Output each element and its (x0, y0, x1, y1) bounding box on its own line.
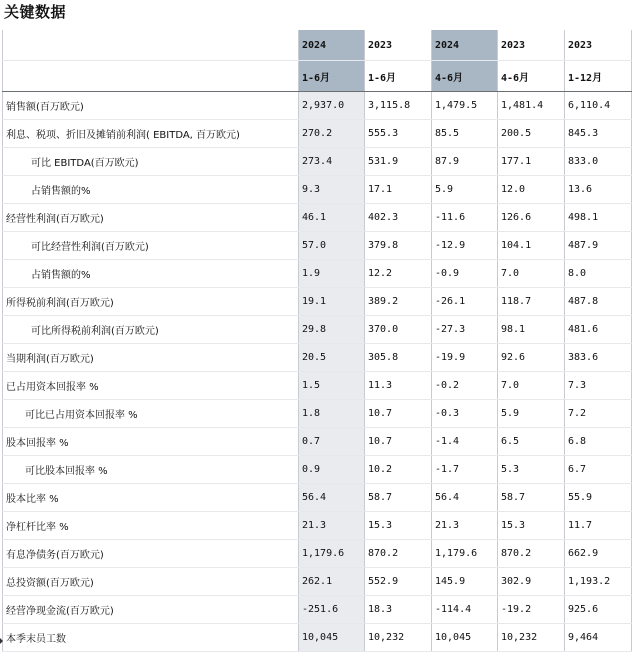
cell-value: 1,481.4 (498, 92, 565, 120)
cell-value: -11.6 (432, 204, 498, 232)
row-label: 净杠杆比率 % (3, 512, 299, 540)
cell-value: 5.9 (498, 400, 565, 428)
cell-value: 56.4 (432, 484, 498, 512)
cell-value: 56.4 (299, 484, 365, 512)
row-label: 可比 EBITDA(百万欧元) (3, 148, 299, 176)
row-label: 可比已占用资本回报率 % (3, 400, 299, 428)
table-row (3, 596, 632, 624)
row-label: 经营净现金流(百万欧元) (3, 596, 299, 624)
cell-value: 305.8 (365, 344, 432, 372)
cell-value: -0.3 (432, 400, 498, 428)
table-row (3, 148, 632, 176)
cell-value: 92.6 (498, 344, 565, 372)
cell-value: 2,937.0 (299, 92, 365, 120)
header-corner (3, 30, 299, 61)
row-label: 所得税前利润(百万欧元) (3, 288, 299, 316)
cell-value: 145.9 (432, 568, 498, 596)
cell-value: 7.0 (498, 260, 565, 288)
table-row (3, 484, 632, 512)
cell-value: 845.3 (565, 120, 632, 148)
cell-value: 6.5 (498, 428, 565, 456)
table-row (3, 260, 632, 288)
table-row (3, 372, 632, 400)
cell-value: 7.3 (565, 372, 632, 400)
cell-value: 98.1 (498, 316, 565, 344)
cell-value: 0.7 (299, 428, 365, 456)
table-row (3, 624, 632, 652)
header-period: 4-6月 (432, 61, 498, 92)
header-row-year (3, 30, 632, 61)
cell-value: 0.9 (299, 456, 365, 484)
table-row (3, 120, 632, 148)
cell-value: -1.4 (432, 428, 498, 456)
cell-value: 925.6 (565, 596, 632, 624)
cell-value: 498.1 (565, 204, 632, 232)
cell-value: -19.9 (432, 344, 498, 372)
table-row (3, 176, 632, 204)
cell-value: -0.9 (432, 260, 498, 288)
row-label: 本季末员工数 (3, 624, 299, 652)
table-row (3, 512, 632, 540)
cell-value: 1,179.6 (299, 540, 365, 568)
cell-value: 870.2 (498, 540, 565, 568)
cell-value: -26.1 (432, 288, 498, 316)
resize-marker-icon (0, 638, 3, 644)
table-row (3, 288, 632, 316)
cell-value: 46.1 (299, 204, 365, 232)
table-row (3, 92, 632, 120)
cell-value: 833.0 (565, 148, 632, 176)
row-label: 可比股本回报率 % (3, 456, 299, 484)
cell-value: 870.2 (365, 540, 432, 568)
header-row-period (3, 61, 632, 92)
cell-value: 552.9 (365, 568, 432, 596)
cell-value: 85.5 (432, 120, 498, 148)
cell-value: 1,479.5 (432, 92, 498, 120)
cell-value: 8.0 (565, 260, 632, 288)
header-period: 4-6月 (498, 61, 565, 92)
cell-value: 481.6 (565, 316, 632, 344)
cell-value: 10.2 (365, 456, 432, 484)
header-year: 2023 (565, 30, 632, 61)
table-row (3, 428, 632, 456)
cell-value: 389.2 (365, 288, 432, 316)
cell-value: 11.3 (365, 372, 432, 400)
header-year: 2023 (498, 30, 565, 61)
cell-value: 21.3 (299, 512, 365, 540)
cell-value: -0.2 (432, 372, 498, 400)
row-label: 可比所得税前利润(百万欧元) (3, 316, 299, 344)
row-label: 股本回报率 % (3, 428, 299, 456)
cell-value: -114.4 (432, 596, 498, 624)
cell-value: 200.5 (498, 120, 565, 148)
cell-value: 118.7 (498, 288, 565, 316)
cell-value: 29.8 (299, 316, 365, 344)
cell-value: 1.5 (299, 372, 365, 400)
cell-value: 10.7 (365, 400, 432, 428)
row-label: 股本比率 % (3, 484, 299, 512)
cell-value: 383.6 (565, 344, 632, 372)
cell-value: 7.0 (498, 372, 565, 400)
cell-value: 11.7 (565, 512, 632, 540)
cell-value: 9.3 (299, 176, 365, 204)
row-label: 可比经营性利润(百万欧元) (3, 232, 299, 260)
cell-value: 58.7 (365, 484, 432, 512)
cell-value: 662.9 (565, 540, 632, 568)
cell-value: 9,464 (565, 624, 632, 652)
cell-value: -1.7 (432, 456, 498, 484)
table-row (3, 568, 632, 596)
cell-value: 10,045 (432, 624, 498, 652)
cell-value: 18.3 (365, 596, 432, 624)
cell-value: 104.1 (498, 232, 565, 260)
cell-value: 58.7 (498, 484, 565, 512)
cell-value: 20.5 (299, 344, 365, 372)
table-row (3, 540, 632, 568)
cell-value: 273.4 (299, 148, 365, 176)
cell-value: 487.9 (565, 232, 632, 260)
cell-value: 10,232 (498, 624, 565, 652)
row-label: 已占用资本回报率 % (3, 372, 299, 400)
key-figures-table (2, 30, 632, 652)
row-label: 有息净债务(百万欧元) (3, 540, 299, 568)
cell-value: 379.8 (365, 232, 432, 260)
cell-value: 177.1 (498, 148, 565, 176)
cell-value: 1.9 (299, 260, 365, 288)
cell-value: 15.3 (365, 512, 432, 540)
cell-value: 302.9 (498, 568, 565, 596)
header-corner (3, 61, 299, 92)
row-label: 销售额(百万欧元) (3, 92, 299, 120)
cell-value: 402.3 (365, 204, 432, 232)
cell-value: 1,193.2 (565, 568, 632, 596)
table-row (3, 456, 632, 484)
cell-value: 262.1 (299, 568, 365, 596)
table-row (3, 316, 632, 344)
cell-value: 10,232 (365, 624, 432, 652)
header-period: 1-12月 (565, 61, 632, 92)
table-row (3, 400, 632, 428)
cell-value: 15.3 (498, 512, 565, 540)
table-row (3, 232, 632, 260)
cell-value: 3,115.8 (365, 92, 432, 120)
cell-value: 10,045 (299, 624, 365, 652)
row-label: 占销售额的% (3, 260, 299, 288)
cell-value: 487.8 (565, 288, 632, 316)
row-label: 总投资额(百万欧元) (3, 568, 299, 596)
cell-value: 87.9 (432, 148, 498, 176)
cell-value: -19.2 (498, 596, 565, 624)
cell-value: 1.8 (299, 400, 365, 428)
cell-value: 531.9 (365, 148, 432, 176)
cell-value: 55.9 (565, 484, 632, 512)
cell-value: -27.3 (432, 316, 498, 344)
header-period: 1-6月 (365, 61, 432, 92)
header-year: 2023 (365, 30, 432, 61)
cell-value: 19.1 (299, 288, 365, 316)
row-label: 经营性利润(百万欧元) (3, 204, 299, 232)
cell-value: 12.2 (365, 260, 432, 288)
cell-value: 12.0 (498, 176, 565, 204)
cell-value: 7.2 (565, 400, 632, 428)
page-title: 关键数据 (4, 3, 67, 21)
cell-value: 5.3 (498, 456, 565, 484)
cell-value: -12.9 (432, 232, 498, 260)
cell-value: 17.1 (365, 176, 432, 204)
row-label: 占销售额的% (3, 176, 299, 204)
cell-value: 555.3 (365, 120, 432, 148)
cell-value: 6.8 (565, 428, 632, 456)
table-row (3, 344, 632, 372)
header-year: 2024 (299, 30, 365, 61)
cell-value: 21.3 (432, 512, 498, 540)
cell-value: 1,179.6 (432, 540, 498, 568)
table-row (3, 204, 632, 232)
header-year: 2024 (432, 30, 498, 61)
cell-value: 270.2 (299, 120, 365, 148)
row-label: 利息、税项、折旧及摊销前利润( EBITDA, 百万欧元) (3, 120, 299, 148)
cell-value: -251.6 (299, 596, 365, 624)
row-label: 当期利润(百万欧元) (3, 344, 299, 372)
header-period: 1-6月 (299, 61, 365, 92)
cell-value: 370.0 (365, 316, 432, 344)
cell-value: 10.7 (365, 428, 432, 456)
cell-value: 6.7 (565, 456, 632, 484)
cell-value: 5.9 (432, 176, 498, 204)
cell-value: 57.0 (299, 232, 365, 260)
cell-value: 6,110.4 (565, 92, 632, 120)
cell-value: 13.6 (565, 176, 632, 204)
cell-value: 126.6 (498, 204, 565, 232)
